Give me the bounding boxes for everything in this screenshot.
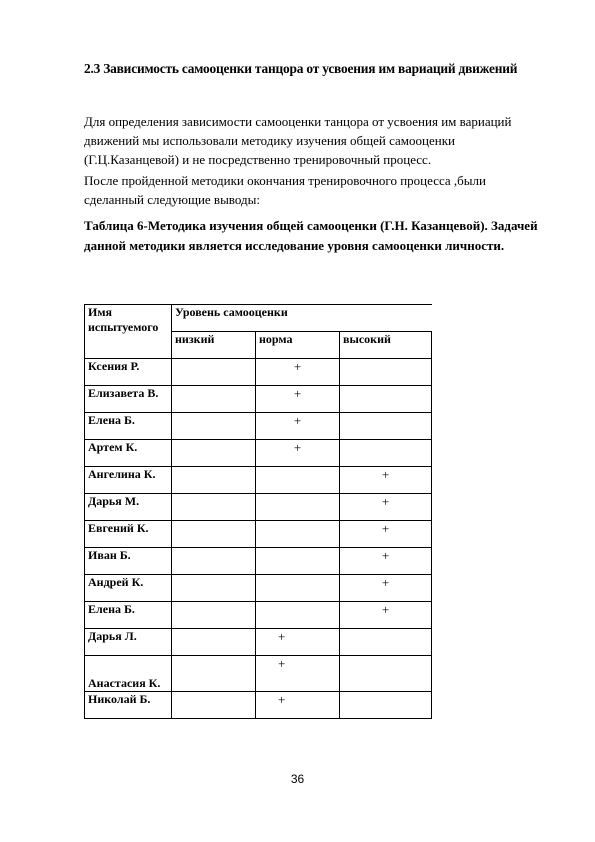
level-mark: + bbox=[381, 575, 390, 590]
level-high-cell bbox=[340, 440, 432, 467]
level-mark: + bbox=[293, 359, 302, 374]
page-number: 36 bbox=[290, 772, 305, 786]
level-norm-cell bbox=[256, 494, 340, 521]
table-row bbox=[85, 575, 432, 602]
subject-name-cell: Дарья М. bbox=[85, 494, 172, 521]
table-row bbox=[85, 494, 432, 521]
subject-name-cell: Николай Б. bbox=[85, 692, 172, 719]
level-low-cell bbox=[172, 548, 256, 575]
level-high-cell bbox=[340, 656, 432, 692]
table-row bbox=[85, 602, 432, 629]
level-norm-cell bbox=[256, 692, 340, 719]
level-mark: + bbox=[293, 386, 302, 401]
table-row bbox=[85, 521, 432, 548]
level-low-cell bbox=[172, 629, 256, 656]
subject-name-cell: Анастасия К. bbox=[85, 656, 172, 692]
level-mark: + bbox=[293, 413, 302, 428]
table-row bbox=[85, 386, 432, 413]
level-low-cell bbox=[172, 521, 256, 548]
table-row bbox=[85, 413, 432, 440]
subject-name-cell: Елена Б. bbox=[85, 413, 172, 440]
paragraph-method: Для определения зависимости самооценки танцора от усвоения им вариаций движений мы использовали методику изучения общей самооценки (Г.Ц.Казанцевой) и не посредственно тренировочный процесс. bbox=[84, 114, 512, 167]
level-mark: + bbox=[381, 494, 390, 509]
level-low-cell bbox=[172, 494, 256, 521]
level-low-cell bbox=[172, 359, 256, 386]
level-low-cell bbox=[172, 386, 256, 413]
level-mark: + bbox=[381, 548, 390, 563]
level-high-cell bbox=[340, 386, 432, 413]
header-name-cell: Имя испытуемого bbox=[85, 305, 172, 359]
table-row bbox=[85, 692, 432, 719]
level-mark: + bbox=[293, 440, 302, 455]
level-low-cell bbox=[172, 413, 256, 440]
level-norm-cell bbox=[256, 386, 340, 413]
level-mark: + bbox=[278, 629, 286, 644]
level-high-cell bbox=[340, 413, 432, 440]
subject-name-cell: Дарья Л. bbox=[85, 629, 172, 656]
level-norm-cell bbox=[256, 575, 340, 602]
level-high-cell bbox=[340, 575, 432, 602]
level-norm-cell bbox=[256, 629, 340, 656]
table-row bbox=[85, 656, 432, 692]
paragraph-conclusions: После пройденной методики окончания тренировочного процесса ,были сделанный следующие выводы: bbox=[84, 173, 486, 207]
subject-name-cell: Артем К. bbox=[85, 440, 172, 467]
level-norm-cell bbox=[256, 467, 340, 494]
level-norm-cell bbox=[256, 521, 340, 548]
level-norm-cell bbox=[256, 440, 340, 467]
subject-name-cell: Андрей К. bbox=[85, 575, 172, 602]
table-row bbox=[85, 548, 432, 575]
level-mark: + bbox=[381, 467, 390, 482]
self-esteem-table bbox=[84, 304, 432, 719]
level-norm-cell bbox=[256, 602, 340, 629]
level-low-cell bbox=[172, 467, 256, 494]
table-row bbox=[85, 467, 432, 494]
level-high-cell bbox=[340, 467, 432, 494]
header-level-cell: Уровень самооценки bbox=[172, 305, 432, 332]
section-heading: 2.3 Зависимость самооценки танцора от усвоения им вариаций движений bbox=[84, 61, 518, 76]
level-norm-cell bbox=[256, 413, 340, 440]
table-row bbox=[85, 359, 432, 386]
level-high-cell bbox=[340, 548, 432, 575]
subject-name-cell: Елизавета В. bbox=[85, 386, 172, 413]
table-row bbox=[85, 629, 432, 656]
level-norm-cell bbox=[256, 656, 340, 692]
level-mark: + bbox=[278, 692, 286, 707]
subject-name-cell: Елена Б. bbox=[85, 602, 172, 629]
level-low-cell bbox=[172, 656, 256, 692]
level-low-cell bbox=[172, 692, 256, 719]
level-high-cell bbox=[340, 629, 432, 656]
level-mark: + bbox=[381, 602, 390, 617]
header-low-cell: низкий bbox=[172, 332, 256, 359]
level-low-cell bbox=[172, 602, 256, 629]
level-high-cell bbox=[340, 359, 432, 386]
table-caption: Таблица 6-Методика изучения общей самооценки (Г.Н. Казанцевой). Задачей данной методики является исследование уровня самооценки личности. bbox=[84, 218, 538, 253]
level-high-cell bbox=[340, 692, 432, 719]
header-norm-cell: норма bbox=[256, 332, 340, 359]
table-header-row bbox=[85, 305, 432, 332]
subject-name-cell: Ксения Р. bbox=[85, 359, 172, 386]
level-mark: + bbox=[278, 656, 286, 671]
level-low-cell bbox=[172, 575, 256, 602]
level-norm-cell bbox=[256, 359, 340, 386]
level-high-cell bbox=[340, 521, 432, 548]
header-high-cell: высокий bbox=[340, 332, 432, 359]
level-low-cell bbox=[172, 440, 256, 467]
level-high-cell bbox=[340, 494, 432, 521]
level-mark: + bbox=[381, 521, 390, 536]
subject-name-cell: Ангелина К. bbox=[85, 467, 172, 494]
table-row bbox=[85, 440, 432, 467]
level-norm-cell bbox=[256, 548, 340, 575]
subject-name-cell: Иван Б. bbox=[85, 548, 172, 575]
subject-name-cell: Евгений К. bbox=[85, 521, 172, 548]
level-high-cell bbox=[340, 602, 432, 629]
